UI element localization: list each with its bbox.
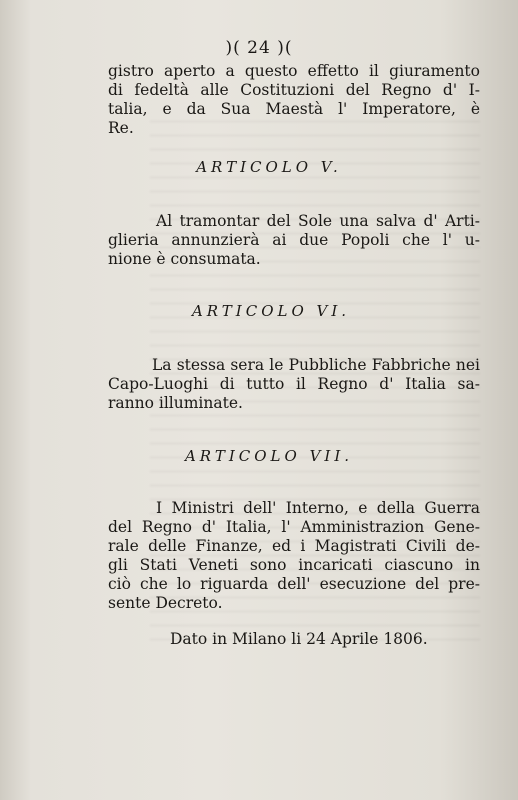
text-line: gistro aperto a questo effetto il giuramento (108, 62, 480, 80)
text-line: sente Decreto. (108, 594, 223, 612)
text-line: talia, e da Sua Maestà l' Imperatore, è (108, 100, 480, 118)
text-line: del Regno d' Italia, l' Amministrazion Gene- (108, 518, 480, 536)
text-line: glieria annunzierà ai due Popoli che l' u- (108, 231, 480, 249)
text-line: ciò che lo riguarda dell' esecuzione del pre- (108, 575, 480, 593)
article-paragraph (108, 212, 480, 269)
text-line: Re. (108, 119, 134, 137)
text-line: di fedeltà alle Costituzioni del Regno d' I- (108, 81, 480, 99)
text-line: rale delle Finanze, ed i Magistrati Civili de- (108, 537, 480, 555)
text-line: I Ministri dell' Interno, e della Guerra (156, 499, 480, 517)
article-paragraph (108, 356, 480, 413)
article-heading: ARTICOLO VI. (191, 302, 351, 320)
text-line: Al tramontar del Sole una salva d' Arti- (156, 212, 480, 230)
opening-paragraph (108, 62, 480, 138)
article-heading: ARTICOLO V. (196, 158, 342, 176)
page-number: )( 24 )( (225, 38, 293, 58)
article-paragraph (108, 499, 480, 613)
text-line: nione è consumata. (108, 250, 261, 268)
text-line: gli Stati Veneti sono incaricati ciascuno in (108, 556, 480, 574)
text-line: Capo-Luoghi di tutto il Regno d' Italia sa- (108, 375, 480, 393)
text-line: ranno illuminate. (108, 394, 243, 412)
closing-date-line: Dato in Milano li 24 Aprile 1806. (170, 630, 428, 648)
text-line: La stessa sera le Pubbliche Fabbriche nei (152, 356, 480, 374)
article-heading: ARTICOLO VII. (184, 447, 354, 465)
